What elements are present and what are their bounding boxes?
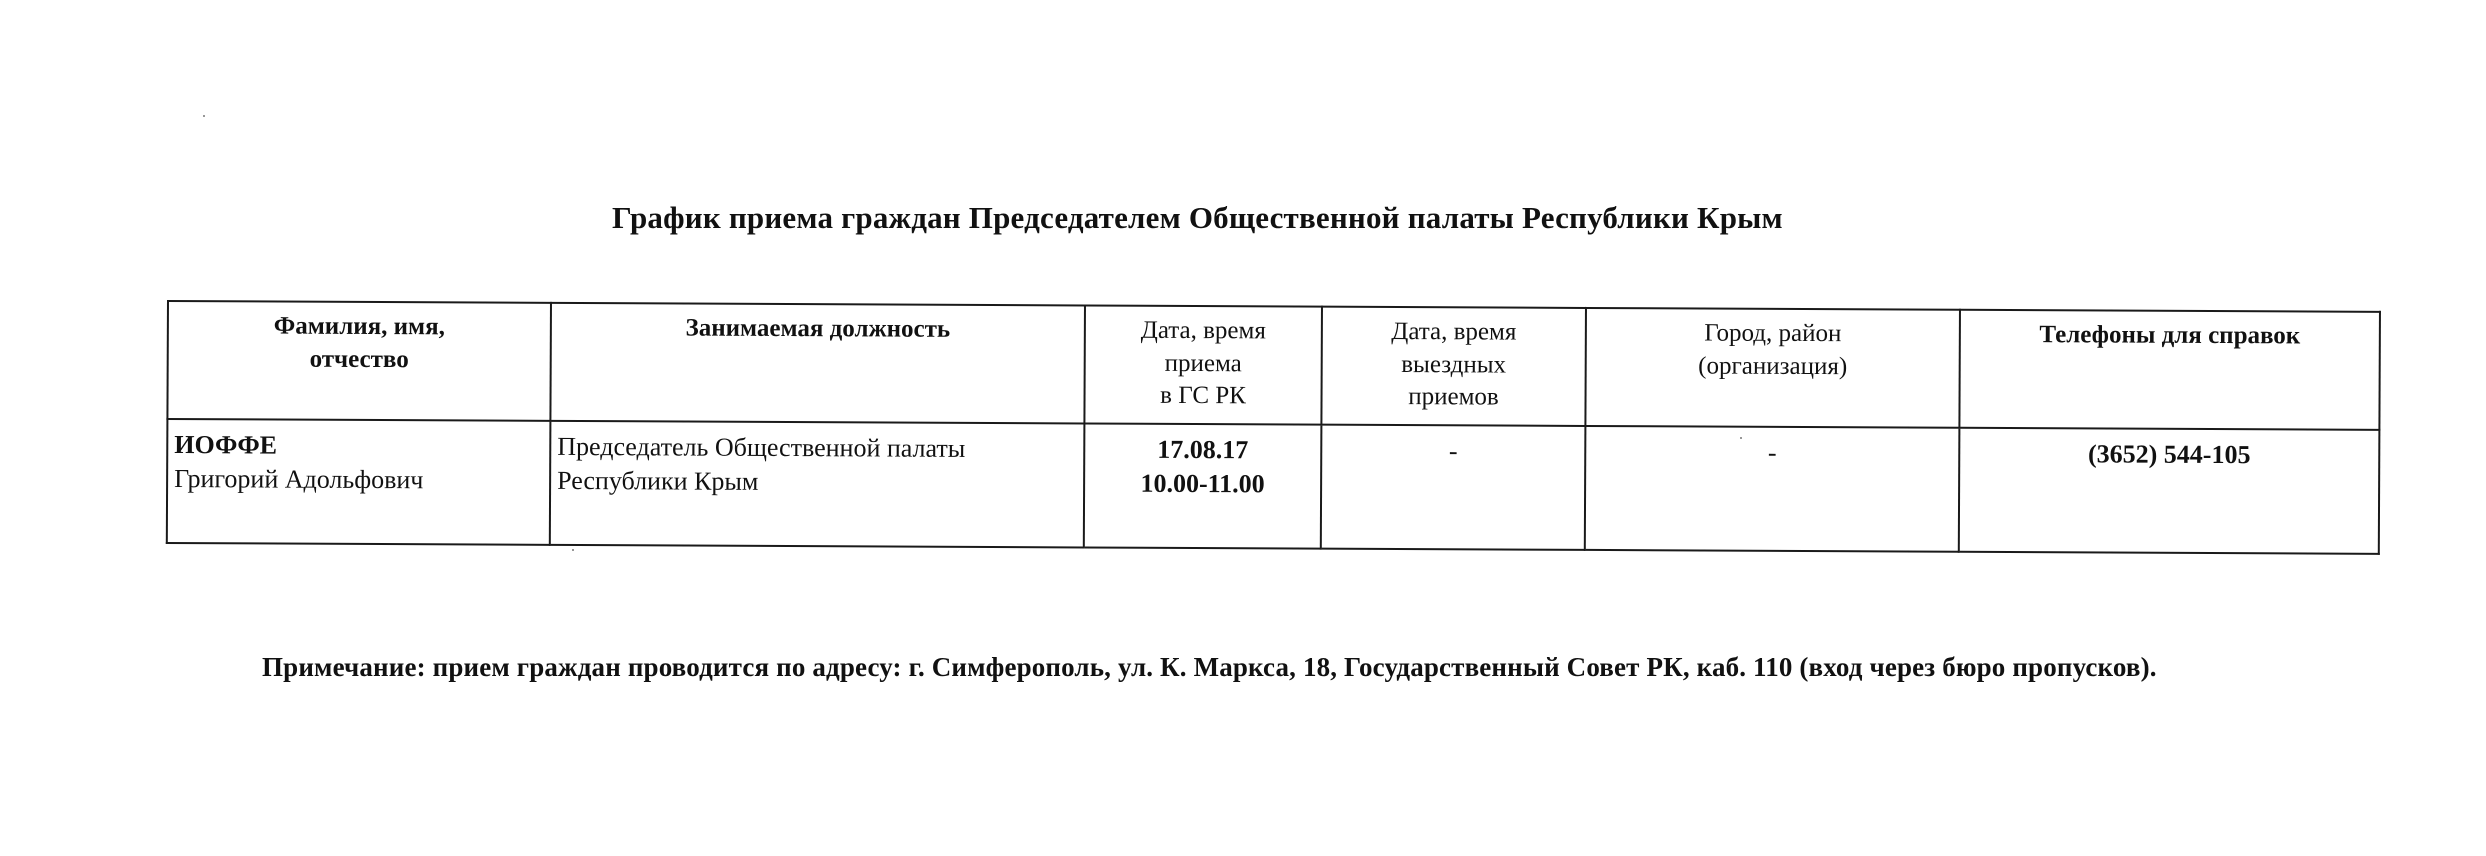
reception-time: 10.00-11.00 <box>1140 468 1265 499</box>
cell-position <box>550 421 1085 548</box>
cell-full-name <box>167 419 551 545</box>
header-line: Фамилия, имя, <box>273 312 445 341</box>
header-reception-datetime <box>1084 305 1322 424</box>
header-city-district <box>1585 308 1960 428</box>
cell-city-district <box>1585 426 1960 552</box>
header-full-name <box>167 301 551 421</box>
header-visiting-datetime <box>1321 307 1586 426</box>
phone-value: (3652) 544-105 <box>2087 439 2251 470</box>
given-names: Григорий Адольфович <box>174 463 424 495</box>
visiting-value: - <box>1448 436 1458 466</box>
cell-reception-datetime <box>1084 423 1322 548</box>
header-position <box>550 303 1085 424</box>
header-line: приема <box>1164 349 1242 377</box>
schedule-table-wrapper <box>166 300 2379 549</box>
schedule-table <box>166 300 2381 555</box>
position-line: Республики Крым <box>557 465 759 496</box>
header-line: Занимаемая должность <box>685 314 951 343</box>
header-phones <box>1959 310 2380 430</box>
header-line: Дата, время <box>1391 317 1517 346</box>
surname: ИОФФЕ <box>174 430 278 460</box>
document-note: Примечание: прием граждан проводится по адресу: г. Симферополь, ул. К. Маркса, 18, Государственный Совет РК, каб. 110 (вход через бюро пропусков). <box>262 652 2157 682</box>
cell-phone <box>1959 428 2380 554</box>
scan-speck <box>572 549 574 551</box>
table-header-row <box>167 301 2380 430</box>
cell-visiting-datetime <box>1321 425 1586 550</box>
city-value: - <box>1767 437 1777 467</box>
header-line: Дата, время <box>1140 316 1266 345</box>
header-line: приемов <box>1408 383 1499 411</box>
header-line: Телефоны для справок <box>2039 321 2301 350</box>
table-row <box>167 419 2380 554</box>
header-line: Город, район <box>1704 319 1842 348</box>
scan-speck <box>203 115 205 117</box>
header-line: выездных <box>1401 350 1507 379</box>
reception-date: 17.08.17 <box>1157 434 1249 465</box>
document-title: График приема граждан Председателем Общественной палаты Республики Крым <box>612 200 1783 235</box>
header-line: отчество <box>309 345 409 373</box>
header-line: (организация) <box>1698 351 1848 380</box>
header-line: в ГС РК <box>1160 381 1246 410</box>
position-line: Председатель Общественной палаты <box>557 431 966 463</box>
